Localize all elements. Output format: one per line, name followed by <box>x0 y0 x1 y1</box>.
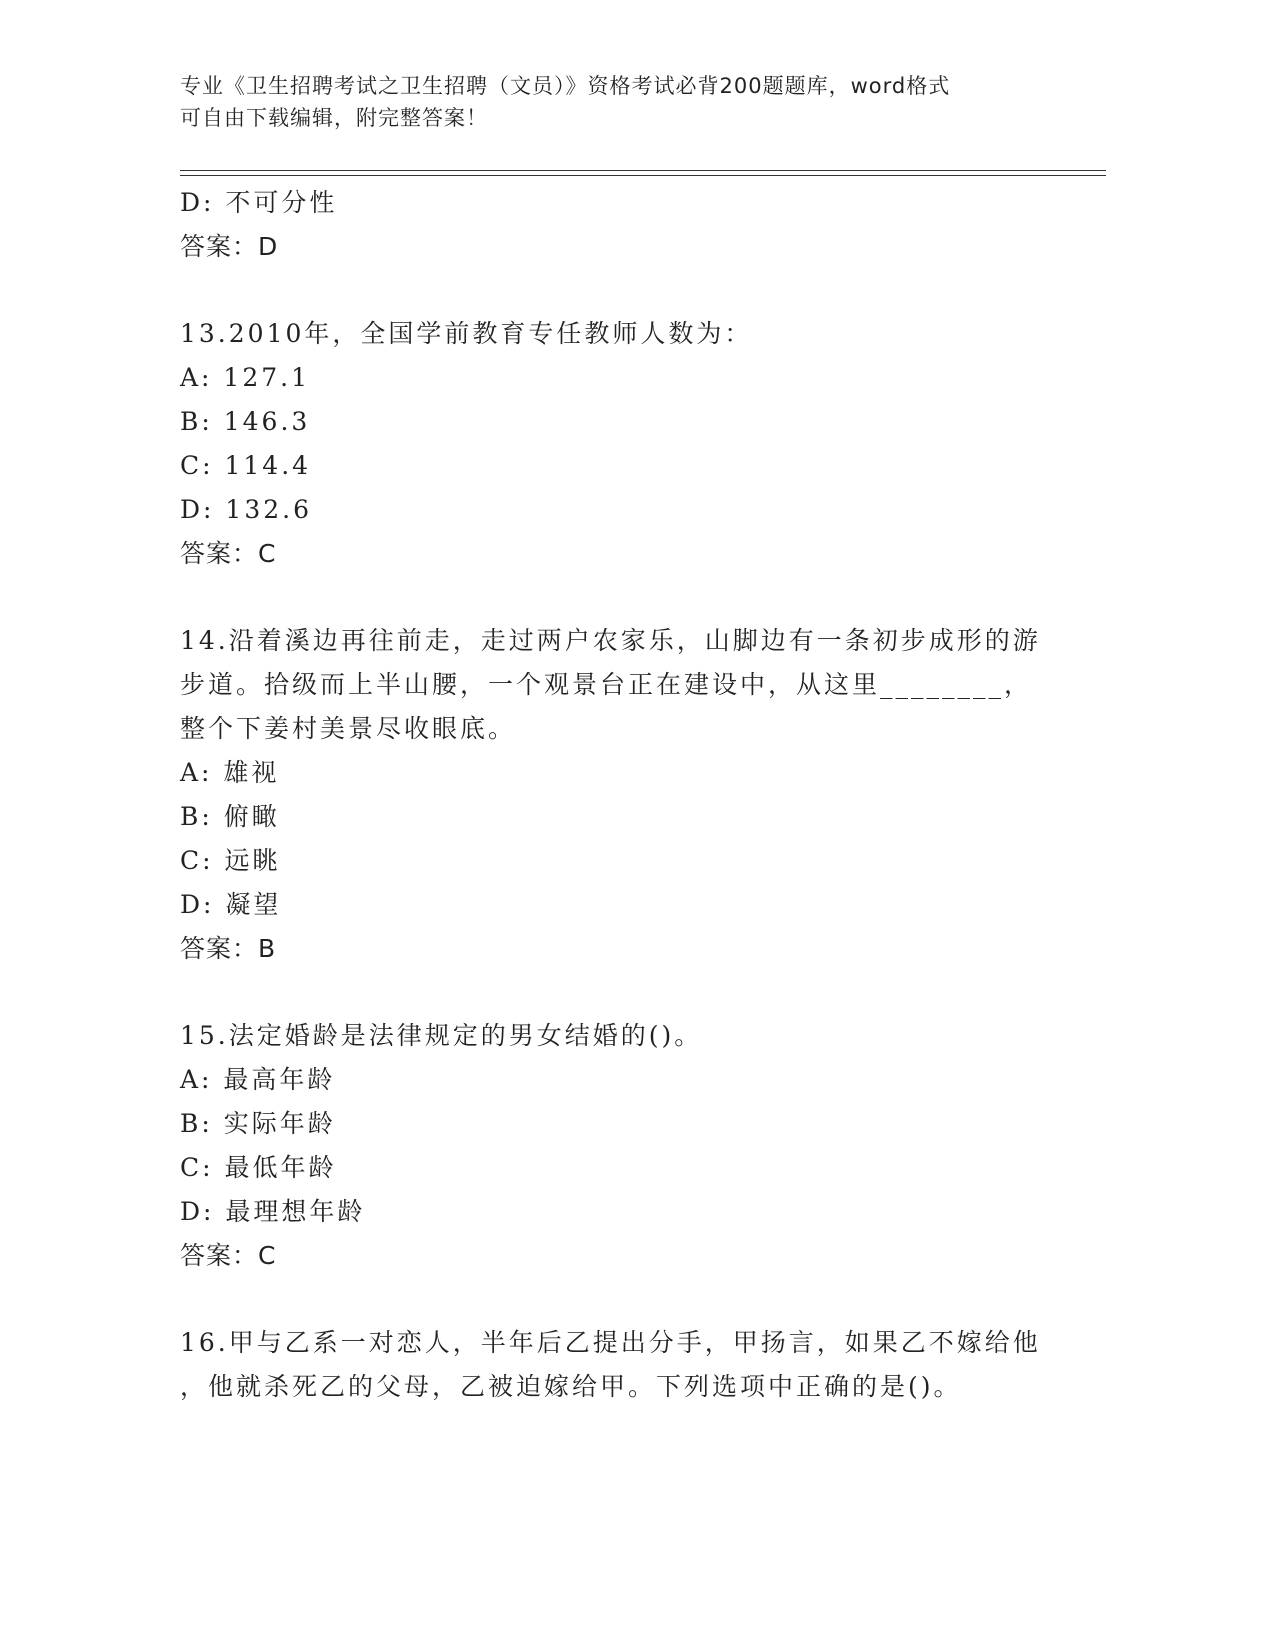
question-16 <box>180 1321 1060 1409</box>
option-a: A: 雄视 <box>180 758 280 787</box>
option-c: C: 远眺 <box>180 846 281 875</box>
option-c: C: 最低年龄 <box>180 1153 337 1182</box>
option-b: B: 实际年龄 <box>180 1109 336 1138</box>
option-b: B: 俯瞰 <box>180 802 280 831</box>
header-line-2: 可自由下载编辑，附完整答案！ <box>180 106 488 130</box>
question-14 <box>180 619 1060 971</box>
question-stem-line-1: 16.甲与乙系一对恋人，半年后乙提出分手，甲扬言，如果乙不嫁给他 <box>180 1328 1041 1357</box>
answer: 答案：C <box>180 539 277 568</box>
option-b: B: 146.3 <box>180 407 311 436</box>
question-stem-line-3: 整个下姜村美景尽收眼底。 <box>180 714 517 743</box>
question-stem-line-2: ，他就杀死乙的父母，乙被迫嫁给甲。下列选项中正确的是()。 <box>180 1372 962 1401</box>
option-d: D: 最理想年龄 <box>180 1197 366 1226</box>
header-divider-bottom <box>180 175 1106 176</box>
option-a: A: 127.1 <box>180 363 310 392</box>
question-stem: 13.2010年，全国学前教育专任教师人数为： <box>180 319 753 348</box>
question-stem-line-2: 步道。拾级而上半山腰，一个观景台正在建设中，从这里________， <box>180 670 1033 699</box>
answer: 答案：C <box>180 1241 277 1270</box>
header-line-1: 专业《卫生招聘考试之卫生招聘（文员）》资格考试必背200题题库，word格式 <box>180 74 951 98</box>
previous-answer: 答案：D <box>180 232 279 261</box>
answer: 答案：B <box>180 934 277 963</box>
option-a: A: 最高年龄 <box>180 1065 336 1094</box>
question-13 <box>180 312 1060 576</box>
previous-option-d: D: 不可分性 <box>180 188 338 217</box>
document-header <box>180 70 1040 134</box>
option-c: C: 114.4 <box>180 451 312 480</box>
header-divider-top <box>180 170 1106 171</box>
question-list <box>180 181 1060 1409</box>
option-d: D: 凝望 <box>180 890 282 919</box>
question-15 <box>180 1014 1060 1278</box>
question-stem: 15.法定婚龄是法律规定的男女结婚的()。 <box>180 1021 703 1050</box>
option-d: D: 132.6 <box>180 495 312 524</box>
question-stem-line-1: 14.沿着溪边再往前走，走过两户农家乐，山脚边有一条初步成形的游 <box>180 626 1041 655</box>
